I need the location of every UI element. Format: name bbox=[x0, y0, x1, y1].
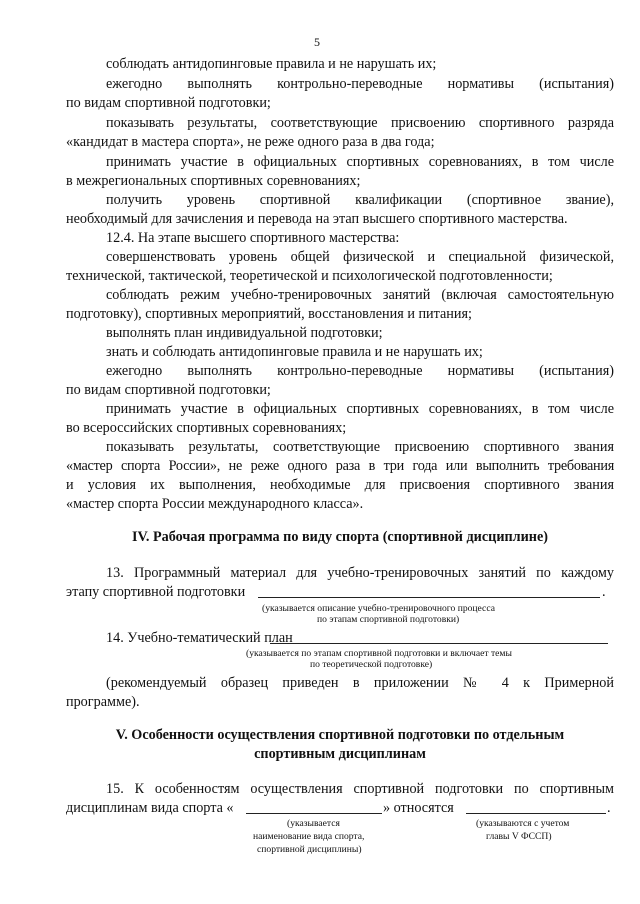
text-line: принимать участие в официальных спортивных соревнованиях, в том числе bbox=[106, 154, 614, 170]
text-line: 14. Учебно-тематический план bbox=[106, 630, 293, 646]
field-note: по этапам спортивной подготовки) bbox=[317, 614, 460, 625]
section-heading: IV. Рабочая программа по виду спорта (спортивной дисциплине) bbox=[131, 529, 548, 545]
text-line: необходимый для зачисления и перевода на этап высшего спортивного мастерства. bbox=[66, 211, 568, 227]
text-line: принимать участие в официальных спортивных соревнованиях, в том числе bbox=[106, 401, 614, 417]
text-line: «кандидат в мастера спорта», не реже одного раза в два года; bbox=[66, 134, 435, 150]
field-note: (указывается bbox=[287, 818, 340, 829]
text-line: дисциплинам вида спорта « bbox=[66, 800, 234, 816]
text-line: 13. Программный материал для учебно-тренировочных занятий по каждому bbox=[106, 565, 614, 581]
text-line: программе). bbox=[66, 694, 140, 710]
field-note: (указывается описание учебно-тренировочного процесса bbox=[262, 603, 495, 614]
text-line: ежегодно выполнять контрольно-переводные нормативы (испытания) bbox=[106, 76, 614, 92]
text-line: технической, тактической, теоретической и психологической подготовленности; bbox=[66, 268, 553, 284]
text-line: соблюдать антидопинговые правила и не нарушать их; bbox=[106, 56, 437, 72]
field-note: наименование вида спорта, bbox=[253, 831, 365, 842]
text-line: соблюдать режим учебно-тренировочных занятий (включая самостоятельную bbox=[106, 287, 614, 303]
text-line: и условия их выполнения, необходимые для присвоения спортивного звания bbox=[66, 477, 614, 493]
text-line: в межрегиональных спортивных соревнованиях; bbox=[66, 173, 361, 189]
field-note: главы V ФССП) bbox=[486, 831, 552, 842]
field-note: по теоретической подготовке) bbox=[310, 659, 433, 670]
text-line: знать и соблюдать антидопинговые правила и не нарушать их; bbox=[106, 344, 483, 360]
section-heading: спортивным дисциплинам bbox=[254, 746, 426, 762]
text-line: получить уровень спортивной квалификации (спортивное звание), bbox=[106, 192, 614, 208]
text-line: показывать результаты, соответствующие присвоению спортивного звания bbox=[106, 439, 614, 455]
section-heading: V. Особенности осуществления спортивной подготовки по отдельным bbox=[115, 727, 565, 743]
text-period: . bbox=[602, 584, 606, 600]
fill-in-line bbox=[270, 643, 608, 644]
field-note: (указывается по этапам спортивной подготовки и включает темы bbox=[246, 648, 512, 659]
text-line: выполнять план индивидуальной подготовки; bbox=[106, 325, 383, 341]
text-line: » относятся bbox=[383, 800, 454, 816]
text-line: этапу спортивной подготовки bbox=[66, 584, 246, 600]
fill-in-line bbox=[466, 813, 606, 814]
text-period: . bbox=[607, 800, 611, 816]
text-line: совершенствовать уровень общей физической и специальной физической, bbox=[106, 249, 614, 265]
field-note: (указываются с учетом bbox=[476, 818, 570, 829]
text-line: ежегодно выполнять контрольно-переводные нормативы (испытания) bbox=[106, 363, 614, 379]
text-line: «мастер спорта России международного класса». bbox=[66, 496, 364, 512]
text-line: 15. К особенностям осуществления спортивной подготовки по спортивным bbox=[106, 781, 614, 797]
text-line: подготовку), спортивных мероприятий, восстановления и питания; bbox=[66, 306, 472, 322]
fill-in-line bbox=[246, 813, 382, 814]
text-line: (рекомендуемый образец приведен в приложении № 4 к Примерной bbox=[106, 675, 614, 691]
subparagraph-title: 12.4. На этапе высшего спортивного мастерства: bbox=[106, 230, 400, 246]
field-note: спортивной дисциплины) bbox=[257, 844, 362, 855]
text-line: по видам спортивной подготовки; bbox=[66, 95, 271, 111]
text-line: «мастер спорта России», не реже одного раза в три года или выполнить требования bbox=[66, 458, 614, 474]
fill-in-line bbox=[258, 597, 600, 598]
text-line: показывать результаты, соответствующие присвоению спортивного разряда bbox=[106, 115, 614, 131]
text-line: во всероссийских спортивных соревнованиях; bbox=[66, 420, 347, 436]
text-line: по видам спортивной подготовки; bbox=[66, 382, 271, 398]
page-number: 5 bbox=[314, 35, 320, 49]
